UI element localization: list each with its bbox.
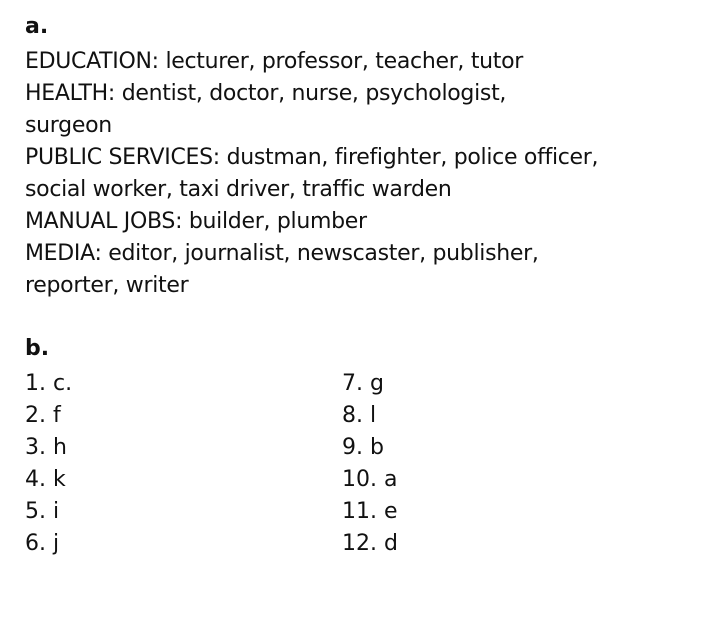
- answer-item: 3. h: [25, 435, 67, 460]
- answer-item: 12. d: [342, 531, 398, 556]
- answer-item: 2. f: [25, 403, 61, 428]
- category-line-manual-jobs: MANUAL JOBS: builder, plumber: [25, 209, 367, 234]
- category-line-public-services: PUBLIC SERVICES: dustman, firefighter, police officer,: [25, 145, 599, 170]
- answer-item: 7. g: [342, 371, 384, 396]
- answer-item: 4. k: [25, 467, 66, 492]
- answer-item: 9. b: [342, 435, 384, 460]
- answer-item: 6. j: [25, 531, 60, 556]
- section-a: [25, 14, 695, 302]
- category-line-media: MEDIA: editor, journalist, newscaster, publisher,: [25, 241, 539, 266]
- answer-item: 11. e: [342, 499, 398, 524]
- answer-item: 1. c.: [25, 371, 73, 396]
- category-line-health: HEALTH: dentist, doctor, nurse, psychologist,: [25, 81, 507, 106]
- category-line-health-continued: surgeon: [25, 113, 112, 138]
- category-line-education: EDUCATION: lecturer, professor, teacher, tutor: [25, 49, 524, 74]
- answer-item: 10. a: [342, 467, 398, 492]
- category-line-media-continued: reporter, writer: [25, 273, 189, 298]
- answer-item: 8. l: [342, 403, 377, 428]
- section-b: [25, 336, 695, 560]
- section-b-heading: b.: [25, 336, 50, 361]
- answer-item: 5. i: [25, 499, 60, 524]
- category-line-public-services-continued: social worker, taxi driver, traffic warden: [25, 177, 452, 202]
- answer-key-page: [25, 14, 695, 560]
- answer-grid: [25, 368, 695, 560]
- section-a-heading: a.: [25, 14, 49, 39]
